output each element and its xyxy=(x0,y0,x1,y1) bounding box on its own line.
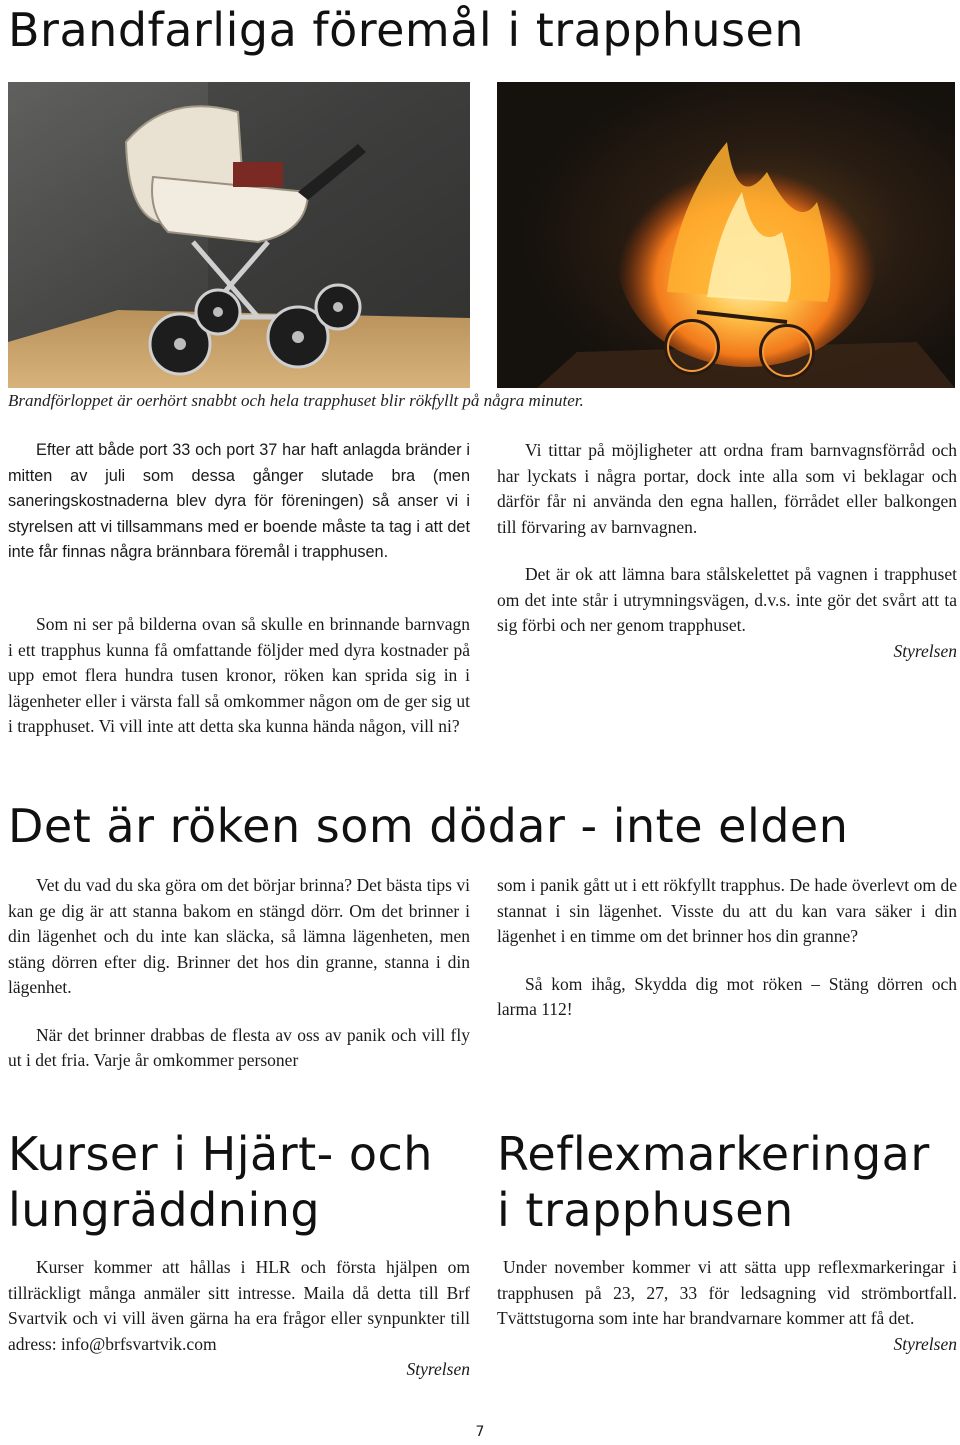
article2-paragraph: Vet du vad du ska göra om det börjar brinna? Det bästa tips vi kan ge dig är att stanna bakom en stängd dörr. Om det brinner i din lägenhet och du inte kan släcka, så lämna lägenheten, men stäng dörren efter dig. Brinner det hos din granne, stanna i din lägenhet. xyxy=(8,875,470,997)
article1-paragraph: Vi tittar på möjligheter att ordna fram barnvagnsförråd och har lyckats i några portar, dock inte alla som vi beklagar och därför får ni använda den egna hallen, förrådet eller balkongen till förvaring av barnvagnen. xyxy=(497,440,957,537)
article4-column xyxy=(497,1255,957,1357)
article1-paragraph: Efter att både port 33 och port 37 har haft anlagda bränder i mitten av juli som dessa gånger slutade bra (men saneringskostnaderna blev dyra för föreningen) så anser vi i styrelsen att vi tillsammans med er boende måste ta tag i att det inte får finnas några brännbara föremål i trapphusen. xyxy=(8,441,470,561)
article1-signature: Styrelsen xyxy=(893,640,957,661)
page-title: Brandfarliga föremål i trapphusen xyxy=(8,3,804,57)
article1-paragraph: Som ni ser på bilderna ovan så skulle en brinnande barnvagn i ett trapphus kunna få omfattande följder med dyra kostnader på upp emot flera hundra tusen kronor, röken kan sprida sig in i lägenheter eller i värsta fall så omkommer någon om de ger sig ut i trapphuset. Vi vill inte att detta ska kunna hända någon, vill ni? xyxy=(8,614,470,736)
section-title-reflex: Reflexmarkeringar i trapphusen xyxy=(497,1127,930,1237)
section-title-cpr: Kurser i Hjärt- och lungräddning xyxy=(8,1127,433,1237)
article4-paragraph: Under november kommer vi att sätta upp reflexmarkeringar i trapphusen på 23, 27, 33 för ledsagning vid strömbortfall. Tvättstugorna som inte har brandvarnare kommer att få det. xyxy=(497,1257,957,1328)
pram-photo xyxy=(8,82,470,388)
article4-signature: Styrelsen xyxy=(893,1333,957,1354)
article2-left-column xyxy=(8,873,470,1074)
article1-paragraph: Det är ok att lämna bara stålskelettet på vagnen i trapphuset om det inte står i utrymningsvägen, d.v.s. inte gör det svårt att ta sig förbi och ner genom trapphuset. xyxy=(497,564,957,635)
page-number: 7 xyxy=(475,1424,485,1440)
article1-left-column xyxy=(8,438,470,566)
burning-pram-photo xyxy=(497,82,955,388)
article2-paragraph: När det brinner drabbas de flesta av oss av panik och vill fly ut i det fria. Varje år omkommer personer xyxy=(8,1024,470,1070)
article3-column xyxy=(8,1255,470,1383)
article3-paragraph: Kurser kommer att hållas i HLR och första hjälpen om tillräckligt många anmäler sitt intresse. Maila då detta till Brf Svartvik och vi vill även gärna ha era frågor eller synpunkter till adress: info@brfsvartvik.com xyxy=(8,1257,470,1354)
article2-paragraph: Så kom ihåg, Skydda dig mot röken – Stäng dörren och larma 112! xyxy=(497,973,957,1019)
article2-paragraph: som i panik gått ut i ett rökfyllt trapphus. De hade överlevt om de stannat i sin lägenhet. Visste du att du kan vara säker i din lägenhet i en timme om det brinner hos din granne? xyxy=(497,875,957,946)
article2-right-column xyxy=(497,873,957,1023)
article1-left-column-2 xyxy=(8,612,470,740)
photo-caption: Brandförloppet är oerhört snabbt och hela trapphuset blir rökfyllt på några minuter. xyxy=(8,391,584,410)
article1-right-column xyxy=(497,438,957,664)
article3-signature: Styrelsen xyxy=(406,1359,470,1379)
section-title-smoke: Det är röken som dödar - inte elden xyxy=(8,799,849,853)
